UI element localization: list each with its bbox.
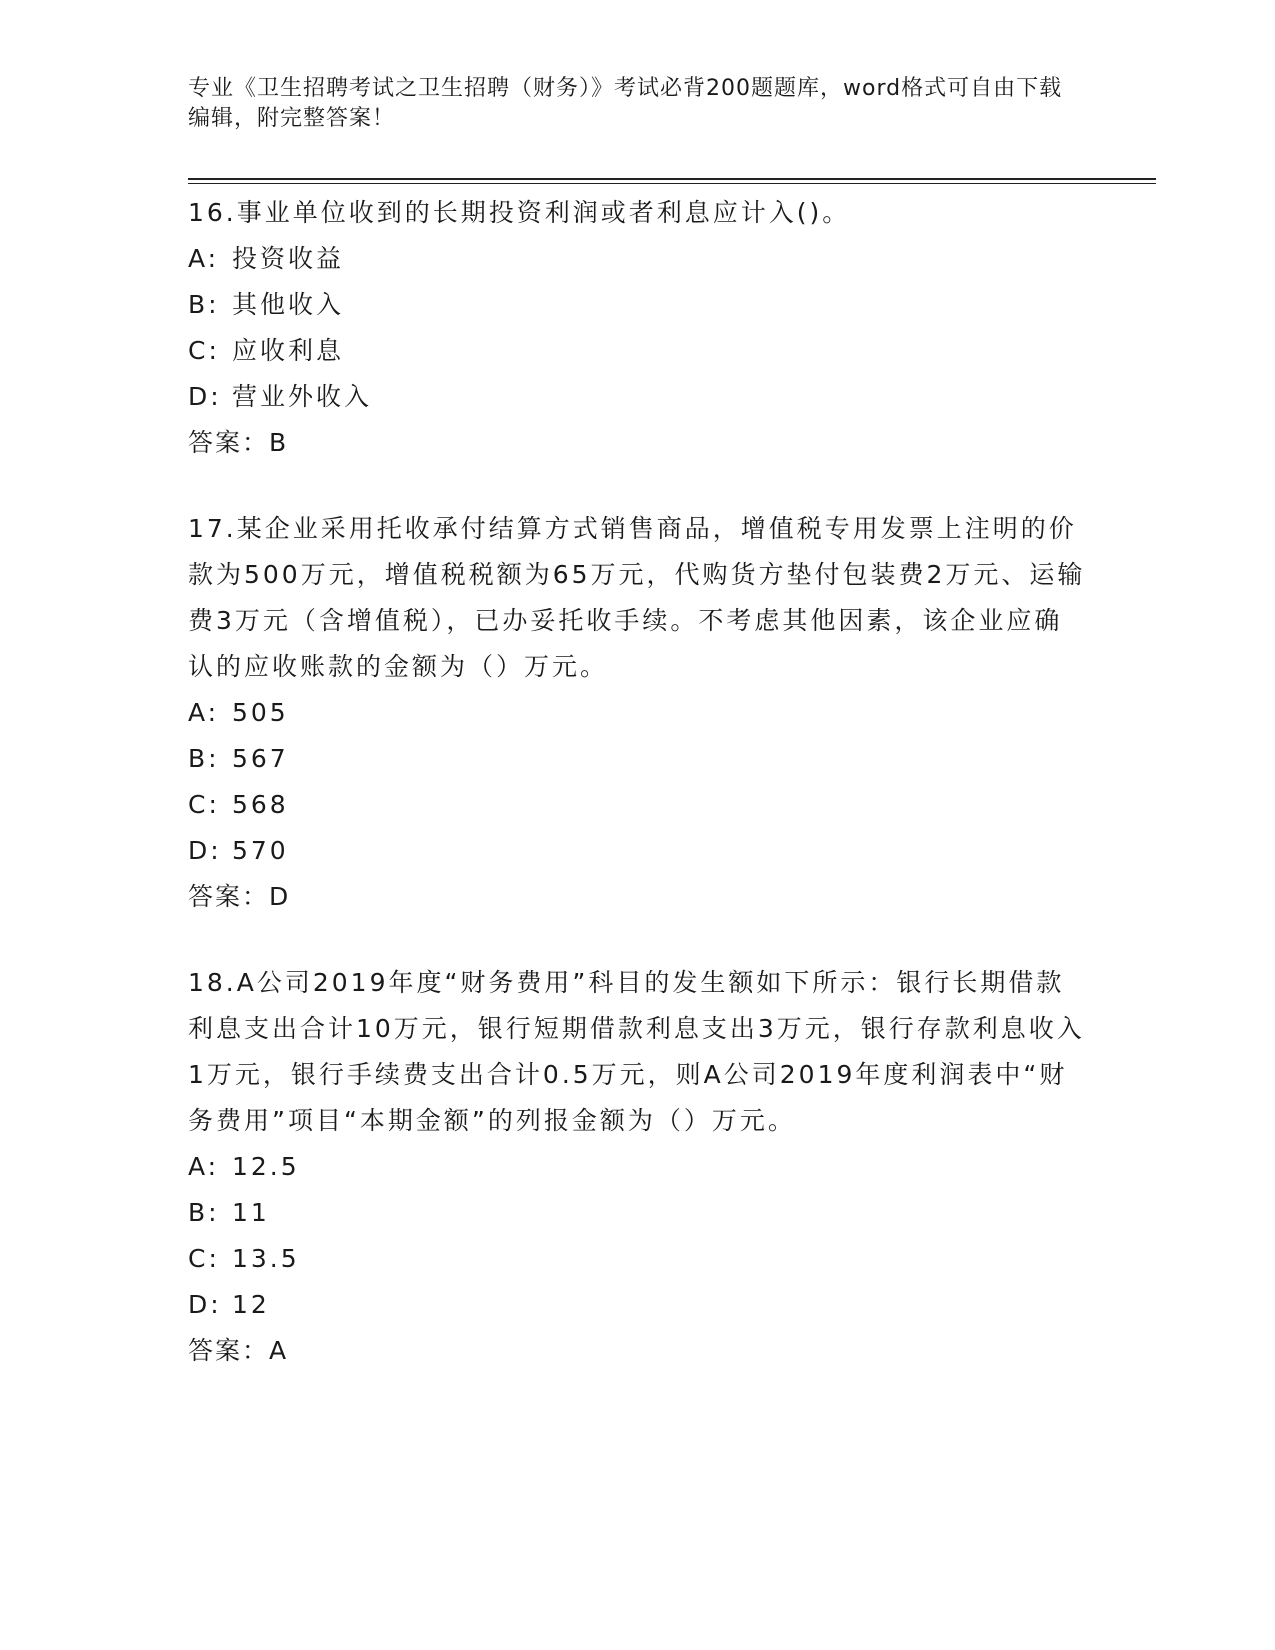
header-divider <box>188 178 1156 180</box>
option-c <box>188 328 1088 374</box>
option-text: 营业外收入 <box>232 382 373 411</box>
document-header: 专业《卫生招聘考试之卫生招聘（财务）》考试必背200题题库，word格式可自由下载编辑，附完整答案！ <box>188 76 1063 131</box>
question-18 <box>188 960 1088 1374</box>
answer-line: 答案：A <box>188 1336 289 1365</box>
option-text: 13.5 <box>232 1244 300 1273</box>
option-letter: B: <box>188 290 220 319</box>
question-stem: 17.某企业采用托收承付结算方式销售商品，增值税专用发票上注明的价款为500万元，增值税税额为65万元，代购货方垫付包装费2万元、运输费3万元（含增值税），已办妥托收手续。不考虑其他因素，该企业应确认的应收账款的金额为（）万元。 <box>188 514 1086 681</box>
option-text: 505 <box>232 698 289 727</box>
question-stem: 18.A公司2019年度“财务费用”科目的发生额如下所示：银行长期借款利息支出合计10万元，银行短期借款利息支出3万元，银行存款利息收入1万元，银行手续费支出合计0.5万元，则A公司2019年度利润表中“财务费用”项目“本期金额”的列报金额为（）万元。 <box>188 968 1085 1135</box>
option-b <box>188 1190 1088 1236</box>
option-c <box>188 1236 1088 1282</box>
option-text: 投资收益 <box>232 244 345 273</box>
option-letter: C: <box>188 336 220 365</box>
option-letter: B: <box>188 744 220 773</box>
option-text: 568 <box>232 790 289 819</box>
option-letter: A: <box>188 698 220 727</box>
option-a <box>188 236 1088 282</box>
option-text: 567 <box>232 744 289 773</box>
option-d <box>188 374 1088 420</box>
option-letter: B: <box>188 1198 220 1227</box>
option-d <box>188 828 1088 874</box>
option-text: 12 <box>232 1290 270 1319</box>
option-c <box>188 782 1088 828</box>
question-16 <box>188 190 1088 466</box>
option-letter: C: <box>188 790 220 819</box>
option-letter: A: <box>188 1152 220 1181</box>
option-letter: D: <box>188 1290 222 1319</box>
question-stem: 16.事业单位收到的长期投资利润或者利息应计入()。 <box>188 198 851 227</box>
answer-line: 答案：D <box>188 882 291 911</box>
option-text: 应收利息 <box>232 336 345 365</box>
header-divider-thin <box>188 183 1156 184</box>
option-letter: D: <box>188 382 222 411</box>
option-letter: C: <box>188 1244 220 1273</box>
option-b <box>188 736 1088 782</box>
option-text: 570 <box>232 836 289 865</box>
option-text: 11 <box>232 1198 270 1227</box>
question-17 <box>188 506 1088 920</box>
option-text: 12.5 <box>232 1152 300 1181</box>
option-letter: D: <box>188 836 222 865</box>
option-a <box>188 690 1088 736</box>
option-d <box>188 1282 1088 1328</box>
option-letter: A: <box>188 244 220 273</box>
answer-line: 答案：B <box>188 428 289 457</box>
option-text: 其他收入 <box>232 290 345 319</box>
option-a <box>188 1144 1088 1190</box>
option-b <box>188 282 1088 328</box>
